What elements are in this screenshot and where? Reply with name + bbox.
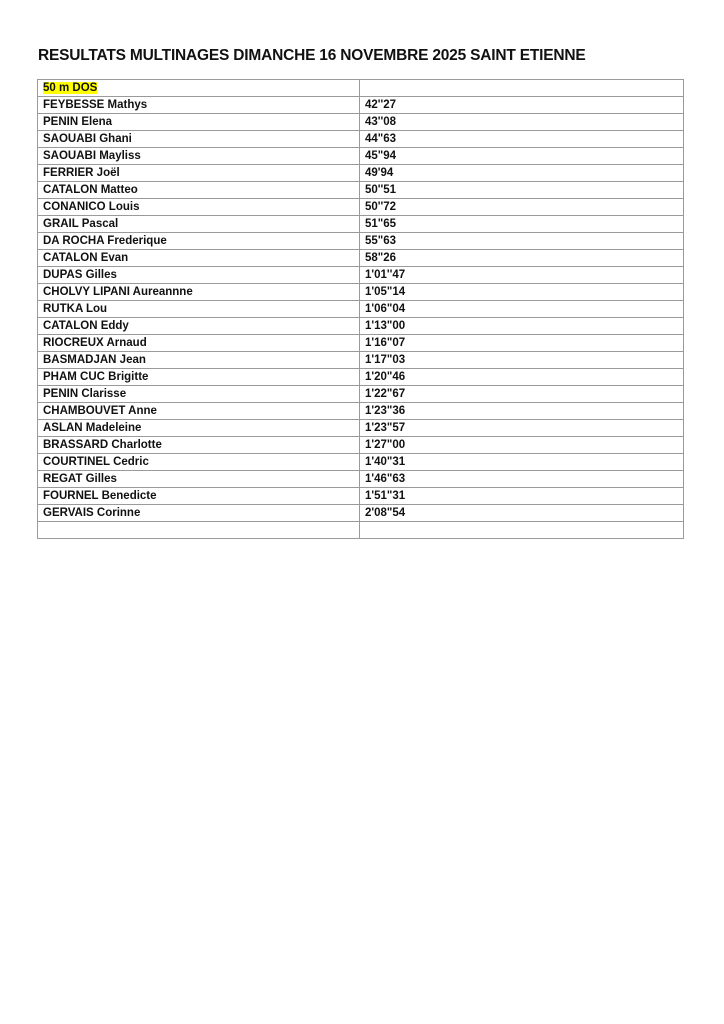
result-row	[38, 369, 684, 386]
result-row	[38, 420, 684, 437]
swimmer-name: COURTINEL Cedric	[38, 454, 360, 471]
swimmer-name: FEYBESSE Mathys	[38, 97, 360, 114]
event-label: 50 m DOS	[43, 82, 98, 94]
swimmer-name: PHAM CUC Brigitte	[38, 369, 360, 386]
swimmer-name: BRASSARD Charlotte	[38, 437, 360, 454]
swimmer-name: DA ROCHA Frederique	[38, 233, 360, 250]
result-row	[38, 233, 684, 250]
event-header-empty-cell	[360, 80, 684, 97]
swimmer-name: CATALON Evan	[38, 250, 360, 267]
swim-time: 1'06"04	[360, 301, 684, 318]
swim-time: 1'01''47	[360, 267, 684, 284]
swim-time: 1'22"67	[360, 386, 684, 403]
empty-cell	[38, 522, 360, 539]
event-header-row	[38, 80, 684, 97]
result-row	[38, 284, 684, 301]
swimmer-name: CHOLVY LIPANI Aureannne	[38, 284, 360, 301]
swim-time: 1'40"31	[360, 454, 684, 471]
result-row	[38, 318, 684, 335]
swimmer-name: PENIN Clarisse	[38, 386, 360, 403]
swim-time: 1'51"31	[360, 488, 684, 505]
results-table-body	[38, 80, 684, 539]
swim-time: 51"65	[360, 216, 684, 233]
result-row	[38, 437, 684, 454]
result-row	[38, 488, 684, 505]
swim-time: 1'17"03	[360, 352, 684, 369]
result-row	[38, 131, 684, 148]
result-row	[38, 267, 684, 284]
result-row	[38, 301, 684, 318]
swim-time: 1'27"00	[360, 437, 684, 454]
result-row	[38, 114, 684, 131]
result-row	[38, 97, 684, 114]
swim-time: 1'16"07	[360, 335, 684, 352]
swim-time: 44"63	[360, 131, 684, 148]
swim-time: 58"26	[360, 250, 684, 267]
result-row	[38, 148, 684, 165]
swimmer-name: BASMADJAN Jean	[38, 352, 360, 369]
empty-row	[38, 522, 684, 539]
result-row	[38, 505, 684, 522]
result-row	[38, 471, 684, 488]
result-row	[38, 352, 684, 369]
swim-time: 45"94	[360, 148, 684, 165]
swimmer-name: REGAT Gilles	[38, 471, 360, 488]
swimmer-name: RUTKA Lou	[38, 301, 360, 318]
empty-cell	[360, 522, 684, 539]
result-row	[38, 403, 684, 420]
swimmer-name: SAOUABI Mayliss	[38, 148, 360, 165]
document-title: RESULTATS MULTINAGES DIMANCHE 16 NOVEMBRE 2025 SAINT ETIENNE	[38, 47, 586, 64]
swimmer-name: RIOCREUX Arnaud	[38, 335, 360, 352]
swim-time: 55"63	[360, 233, 684, 250]
swimmer-name: CATALON Matteo	[38, 182, 360, 199]
swim-time: 1'23"57	[360, 420, 684, 437]
swim-time: 43''08	[360, 114, 684, 131]
swimmer-name: DUPAS Gilles	[38, 267, 360, 284]
swimmer-name: CHAMBOUVET Anne	[38, 403, 360, 420]
swim-time: 1'20"46	[360, 369, 684, 386]
swimmer-name: CATALON Eddy	[38, 318, 360, 335]
swimmer-name: CONANICO Louis	[38, 199, 360, 216]
swimmer-name: GERVAIS Corinne	[38, 505, 360, 522]
result-row	[38, 386, 684, 403]
result-row	[38, 165, 684, 182]
swim-time: 42''27	[360, 97, 684, 114]
swim-time: 1'46"63	[360, 471, 684, 488]
result-row	[38, 250, 684, 267]
swim-time: 49'94	[360, 165, 684, 182]
swimmer-name: FOURNEL Benedicte	[38, 488, 360, 505]
result-row	[38, 216, 684, 233]
swim-time: 50''72	[360, 199, 684, 216]
swimmer-name: GRAIL Pascal	[38, 216, 360, 233]
swim-time: 1'23"36	[360, 403, 684, 420]
result-row	[38, 199, 684, 216]
swim-time: 2'08"54	[360, 505, 684, 522]
results-table	[37, 79, 684, 539]
swimmer-name: ASLAN Madeleine	[38, 420, 360, 437]
swim-time: 50''51	[360, 182, 684, 199]
swimmer-name: PENIN Elena	[38, 114, 360, 131]
swimmer-name: FERRIER Joël	[38, 165, 360, 182]
result-row	[38, 182, 684, 199]
result-row	[38, 335, 684, 352]
result-row	[38, 454, 684, 471]
swim-time: 1'05"14	[360, 284, 684, 301]
swimmer-name: SAOUABI Ghani	[38, 131, 360, 148]
swim-time: 1'13"00	[360, 318, 684, 335]
event-label-cell	[38, 80, 360, 97]
